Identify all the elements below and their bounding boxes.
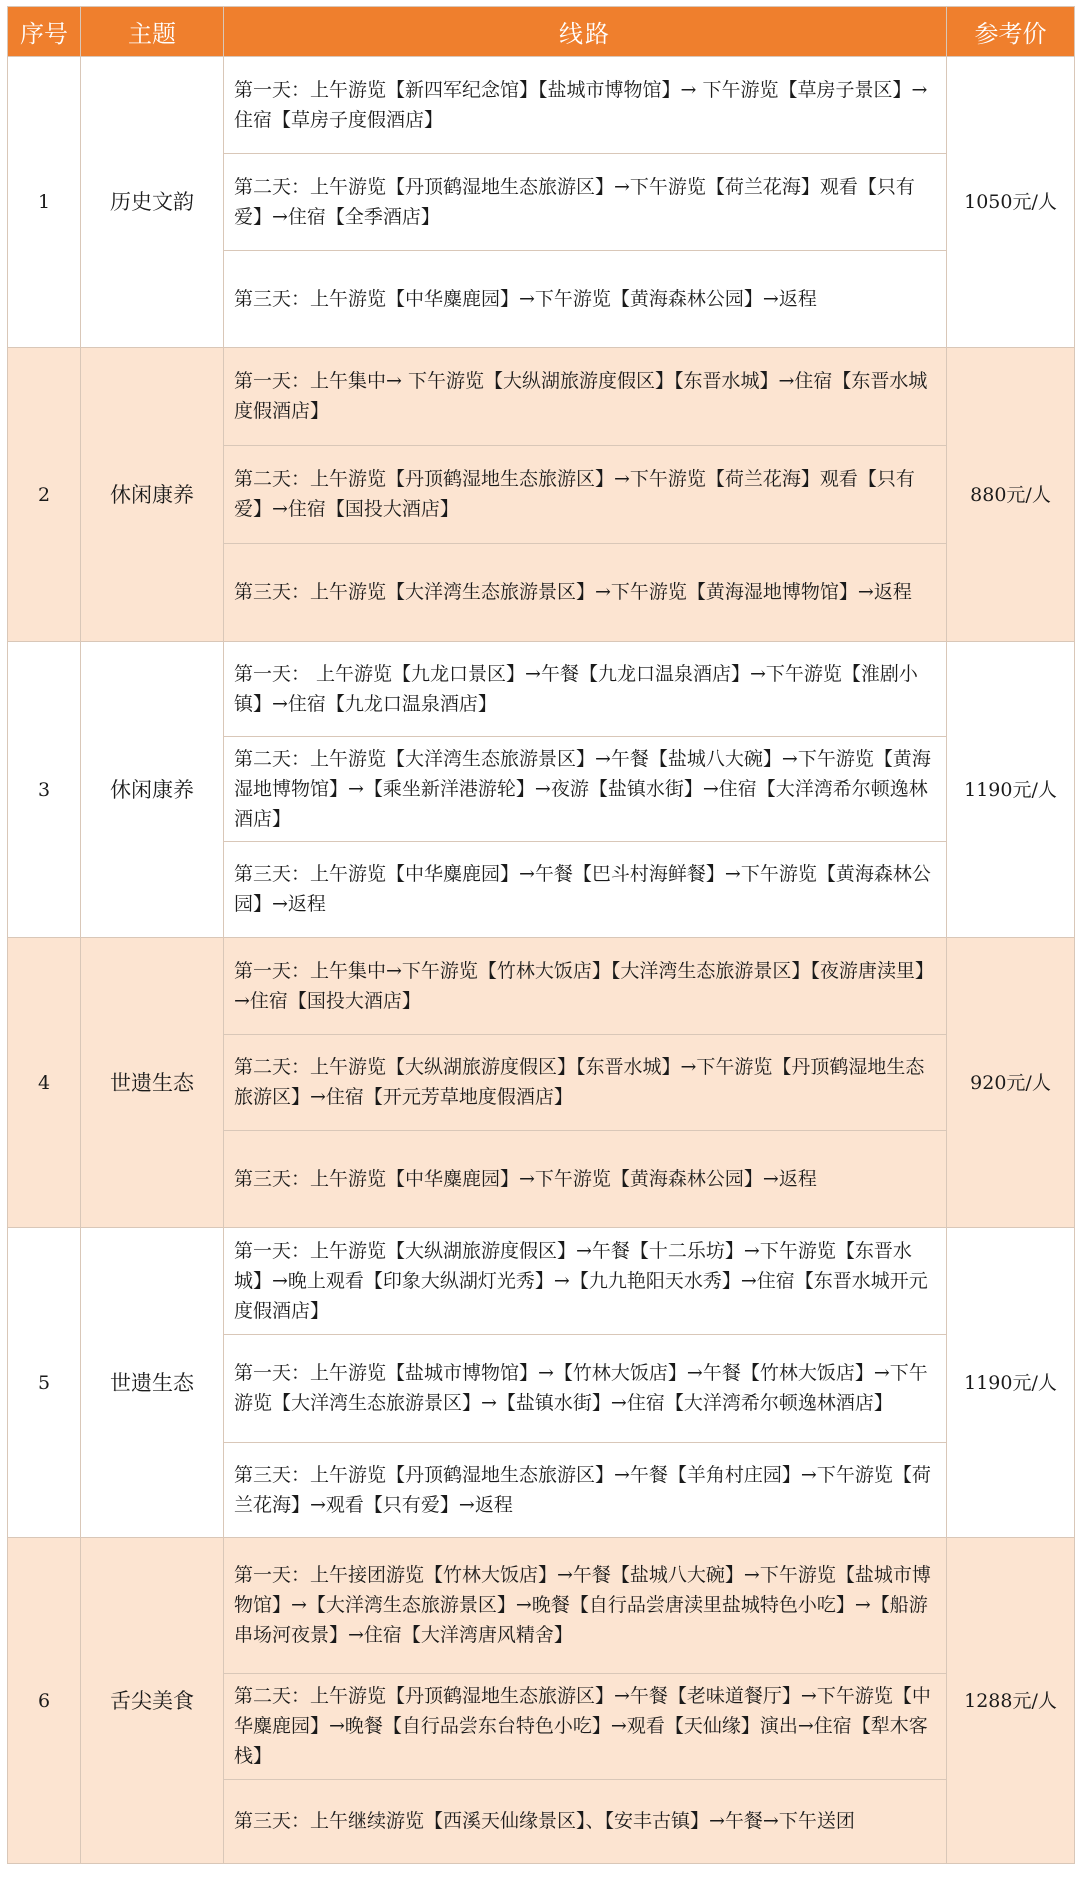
- table-row: [8, 57, 1075, 348]
- day-entry: [224, 251, 946, 347]
- row-theme: 休闲康养: [81, 348, 224, 642]
- table-row: [8, 1228, 1075, 1538]
- day-text: 第二天：上午游览【丹顶鹤湿地生态旅游区】→下午游览【荷兰花海】观看【只有爱】→住宿【全季酒店】: [234, 175, 915, 228]
- day-entry: [224, 1035, 946, 1131]
- row-theme: 世遗生态: [81, 938, 224, 1228]
- table-row: [8, 938, 1075, 1228]
- day-entry: [224, 348, 946, 446]
- route-cell: [224, 642, 947, 938]
- day-entry: [224, 737, 946, 842]
- day-text: 第一天：上午游览【盐城市博物馆】→【竹林大饭店】→午餐【竹林大饭店】→下午游览【大洋湾生态旅游景区】→【盐镇水街】→住宿【大洋湾希尔顿逸林酒店】: [234, 1362, 928, 1414]
- day-text: 第一天：上午集中→下午游览【竹林大饭店】【大洋湾生态旅游景区】【夜游唐渎里】→住宿【国投大酒店】: [234, 959, 934, 1012]
- day-text: 第一天：上午游览【大纵湖旅游度假区】→午餐【十二乐坊】→下午游览【东晋水城】→晚上观看【印象大纵湖灯光秀】→【九九艳阳天水秀】→住宿【东晋水城开元度假酒店】: [234, 1239, 928, 1322]
- day-text: 第一天：上午集中→ 下午游览【大纵湖旅游度假区】【东晋水城】→住宿【东晋水城度假酒店】: [234, 370, 928, 422]
- route-cell: [224, 938, 947, 1228]
- day-entry: [224, 1228, 946, 1335]
- row-index: 1: [8, 57, 81, 348]
- row-index: 6: [8, 1538, 81, 1864]
- day-text: 第一天：上午游览【新四军纪念馆】【盐城市博物馆】→ 下午游览【草房子景区】→住宿【草房子度假酒店】: [234, 78, 928, 131]
- day-entry: [224, 446, 946, 544]
- day-entry: [224, 1335, 946, 1443]
- day-entry: [224, 1131, 946, 1227]
- row-theme: 舌尖美食: [81, 1538, 224, 1864]
- day-text: 第三天：上午游览【大洋湾生态旅游景区】→下午游览【黄海湿地博物馆】→返程: [234, 581, 912, 603]
- day-entry: [224, 544, 946, 641]
- day-text: 第三天：上午游览【中华麋鹿园】→下午游览【黄海森林公园】→返程: [234, 1167, 817, 1190]
- day-entry: [224, 57, 946, 154]
- row-price: 880元/人: [947, 348, 1075, 642]
- row-index: 5: [8, 1228, 81, 1538]
- day-text: 第二天：上午游览【丹顶鹤湿地生态旅游区】→午餐【老味道餐厅】→下午游览【中华麋鹿园】→晚餐【自行品尝东台特色小吃】→观看【天仙缘】演出→住宿【犁木客栈】: [234, 1685, 931, 1767]
- row-theme: 世遗生态: [81, 1228, 224, 1538]
- table-row: [8, 642, 1075, 938]
- header-theme: 主题: [81, 7, 224, 57]
- day-entry: [224, 642, 946, 737]
- row-price: 1288元/人: [947, 1538, 1075, 1864]
- header-index: 序号: [8, 7, 81, 57]
- day-entry: [224, 842, 946, 937]
- table-row: [8, 348, 1075, 642]
- day-entry: [224, 1538, 946, 1674]
- day-entry: [224, 938, 946, 1035]
- day-text: 第三天：上午继续游览【西溪天仙缘景区】、【安丰古镇】→午餐→下午送团: [234, 1810, 855, 1832]
- tour-route-table: [7, 6, 1075, 1864]
- route-cell: [224, 348, 947, 642]
- row-theme: 休闲康养: [81, 642, 224, 938]
- day-text: 第一天：上午接团游览【竹林大饭店】→午餐【盐城八大碗】→下午游览【盐城市博物馆】→【大洋湾生态旅游景区】→晚餐【自行品尝唐渎里盐城特色小吃】→【船游串场河夜景】→住宿【大洋湾唐风精舍】: [234, 1564, 931, 1646]
- day-entry: [224, 1443, 946, 1537]
- row-price: 1050元/人: [947, 57, 1075, 348]
- table-header-row: [8, 7, 1075, 57]
- day-text: 第二天：上午游览【丹顶鹤湿地生态旅游区】→下午游览【荷兰花海】观看【只有爱】→住宿【国投大酒店】: [234, 468, 915, 520]
- row-price: 920元/人: [947, 938, 1075, 1228]
- route-cell: [224, 1538, 947, 1864]
- row-price: 1190元/人: [947, 1228, 1075, 1538]
- day-text: 第三天：上午游览【中华麋鹿园】→午餐【巴斗村海鲜餐】→下午游览【黄海森林公园】→返程: [234, 863, 931, 915]
- route-cell: [224, 1228, 947, 1538]
- day-text: 第三天：上午游览【中华麋鹿园】→下午游览【黄海森林公园】→返程: [234, 287, 817, 310]
- day-text: 第一天： 上午游览【九龙口景区】→午餐【九龙口温泉酒店】→下午游览【淮剧小镇】→住宿【九龙口温泉酒店】: [234, 662, 918, 715]
- header-route: 线路: [224, 7, 947, 57]
- row-theme: 历史文韵: [81, 57, 224, 348]
- header-price: 参考价: [947, 7, 1075, 57]
- row-price: 1190元/人: [947, 642, 1075, 938]
- row-index: 4: [8, 938, 81, 1228]
- day-text: 第三天：上午游览【丹顶鹤湿地生态旅游区】→午餐【羊角村庄园】→下午游览【荷兰花海】→观看【只有爱】→返程: [234, 1463, 931, 1516]
- row-index: 3: [8, 642, 81, 938]
- day-text: 第二天：上午游览【大洋湾生态旅游景区】→午餐【盐城八大碗】→下午游览【黄海湿地博物馆】→【乘坐新洋港游轮】→夜游【盐镇水街】→住宿【大洋湾希尔顿逸林酒店】: [234, 747, 931, 830]
- day-entry: [224, 1780, 946, 1863]
- day-text: 第二天：上午游览【大纵湖旅游度假区】【东晋水城】→下午游览【丹顶鹤湿地生态旅游区】→住宿【开元芳草地度假酒店】: [234, 1056, 925, 1108]
- route-cell: [224, 57, 947, 348]
- day-entry: [224, 154, 946, 251]
- row-index: 2: [8, 348, 81, 642]
- table-row: [8, 1538, 1075, 1864]
- day-entry: [224, 1674, 946, 1780]
